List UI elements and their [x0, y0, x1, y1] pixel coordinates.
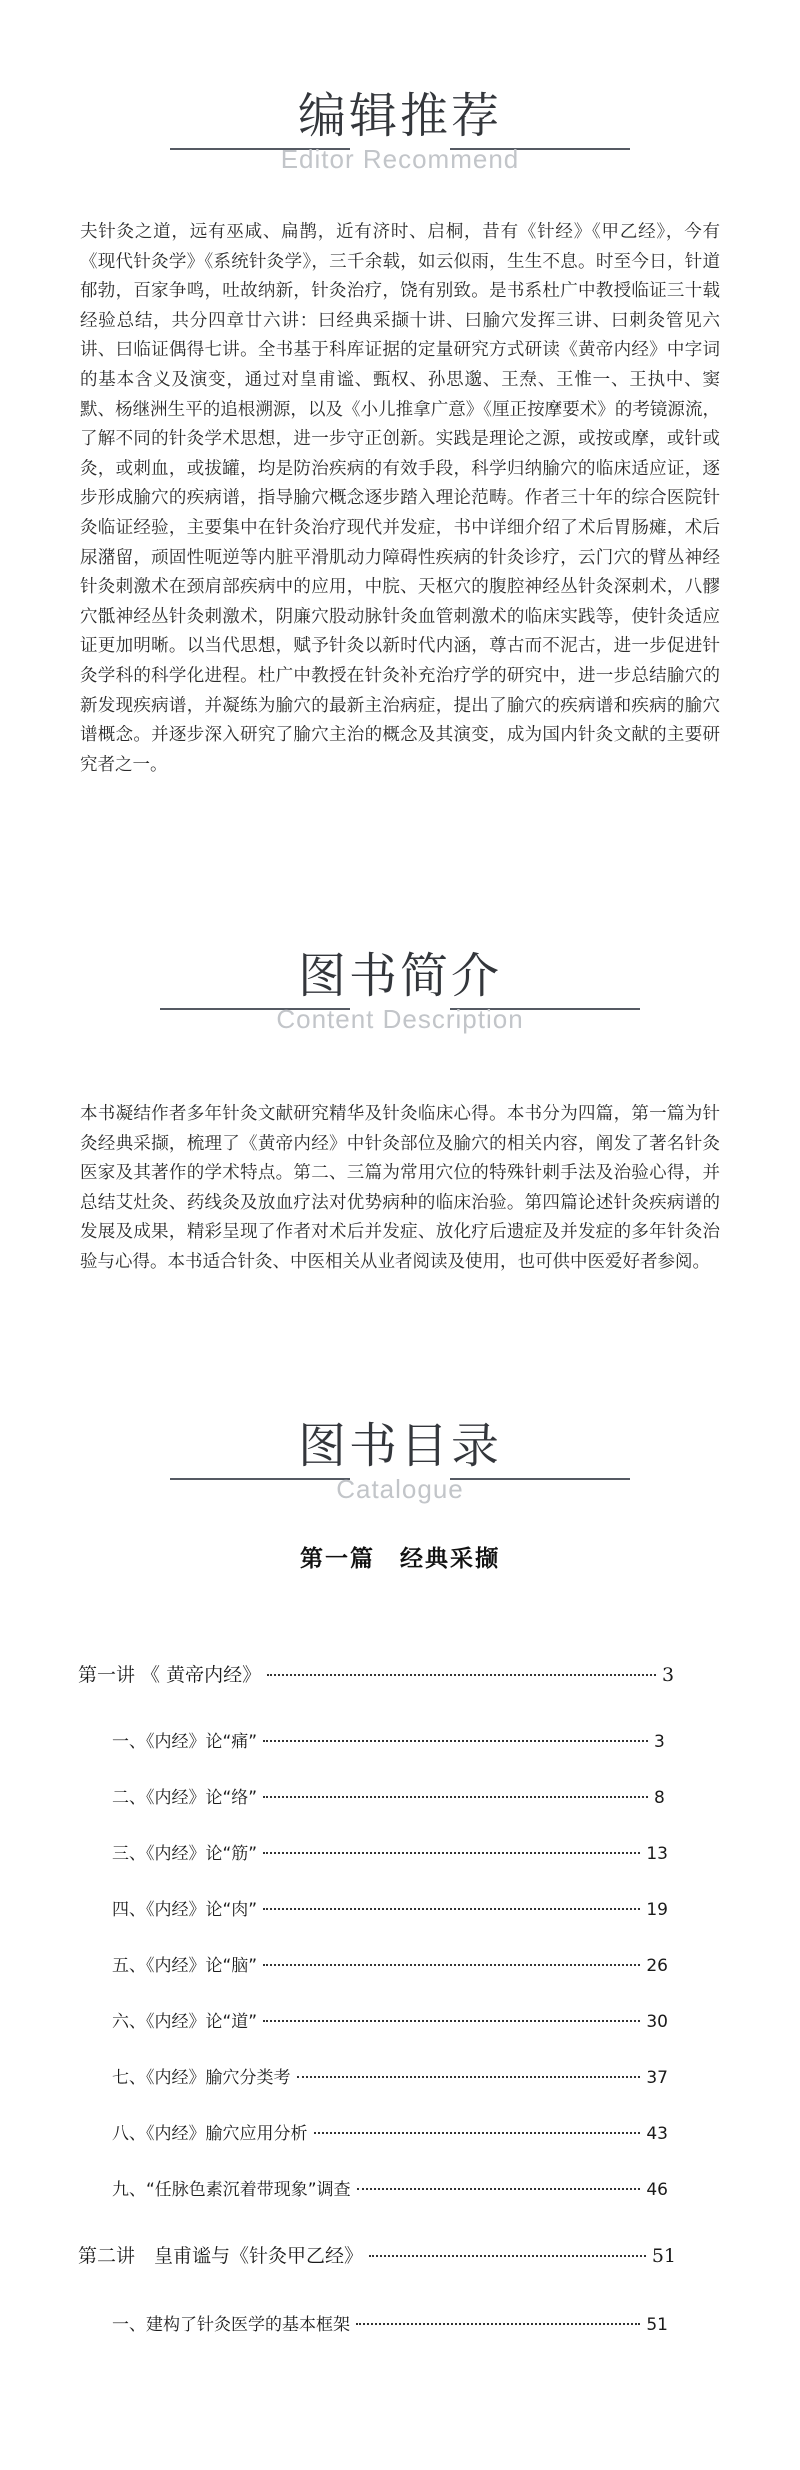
toc-item[interactable]: [112, 1783, 668, 1808]
toc-page-number: 3: [662, 1664, 675, 1686]
toc-leader-dots: [263, 1963, 640, 1966]
toc-page-number: 30: [646, 2012, 668, 2032]
toc-leader-dots: [263, 1739, 648, 1742]
toc-page-number: 46: [646, 2180, 668, 2200]
toc-lecture-label: 第二讲 皇甫谧与《针灸甲乙经》: [78, 2245, 364, 2267]
toc-item-label: 八、《内经》腧穴应用分析: [112, 2124, 308, 2144]
toc-item-label: 五、《内经》论“脑”: [112, 1956, 258, 1976]
toc-page-number: 8: [654, 1788, 665, 1808]
toc-page-number: 37: [646, 2068, 668, 2088]
toc-leader-dots: [314, 2131, 641, 2134]
catalogue-subtitle: Catalogue: [336, 1474, 464, 1504]
toc-item-label: 三、《内经》论“筋”: [112, 1844, 258, 1864]
toc-page-number: 43: [646, 2124, 668, 2144]
toc-item[interactable]: [112, 2175, 668, 2200]
toc-item-label: 二、《内经》论“络”: [112, 1788, 258, 1808]
editor-recommend-subtitle: Editor Recommend: [280, 144, 520, 174]
toc-leader-dots: [263, 1795, 648, 1798]
toc-item[interactable]: [112, 2310, 668, 2335]
toc-leader-dots: [369, 2254, 646, 2257]
content-description-header: [0, 940, 800, 1034]
toc-leader-dots: [297, 2075, 641, 2078]
toc-leader-dots: [263, 1907, 640, 1910]
toc-item-label: 九、“任脉色素沉着带现象”调查: [112, 2180, 351, 2200]
toc-lecture-1[interactable]: [78, 1660, 676, 1687]
content-description-text: 本书凝结作者多年针灸文献研究精华及针灸临床心得。本书分为四篇，第一篇为针灸经典采撷，梳理了《黄帝内经》中针灸部位及腧穴的相关内容，阐发了著名针灸医家及其著作的学术特点。第二、三篇为常用穴位的特殊针刺手法及治验心得，并总结艾灶灸、药线灸及放血疗法对优势病种的临床治验。第四篇论述针灸疾病谱的发展及成果，精彩呈现了作者对术后并发症、放化疗后遗症及并发症的多年针灸治验与心得。本书适合针灸、中医相关从业者阅读及使用，也可供中医爱好者参阅。: [80, 1104, 720, 1272]
toc-lecture-2[interactable]: [78, 2241, 676, 2268]
toc-item[interactable]: [112, 1727, 668, 1752]
toc-item[interactable]: [112, 2119, 668, 2144]
toc-item[interactable]: [112, 1839, 668, 1864]
part-one-title: 第一篇 经典采撷: [300, 1545, 500, 1572]
editor-recommend-title: 编辑推荐: [297, 88, 502, 144]
toc-item[interactable]: [112, 1895, 668, 1920]
toc-item-label: 一、《内经》论“痛”: [112, 1732, 258, 1752]
toc-item[interactable]: [112, 1951, 668, 1976]
toc-item-label: 四、《内经》论“肉”: [112, 1900, 258, 1920]
editor-recommend-header: [0, 80, 800, 174]
toc-leader-dots: [357, 2187, 641, 2190]
toc-page-number: 51: [651, 2245, 676, 2267]
toc-item-label: 六、《内经》论“道”: [112, 2012, 258, 2032]
toc-item-label: 七、《内经》腧穴分类考: [112, 2068, 291, 2088]
toc-item[interactable]: [112, 2007, 668, 2032]
toc-leader-dots: [267, 1673, 656, 1676]
toc-leader-dots: [263, 1851, 640, 1854]
catalogue-title: 图书目录: [297, 1418, 502, 1474]
content-description-subtitle: Content Description: [276, 1004, 524, 1034]
toc-page-number: 19: [646, 1900, 668, 1920]
toc-leader-dots: [356, 2322, 640, 2325]
toc-page-number: 13: [646, 1844, 668, 1864]
content-description-title: 图书简介: [297, 948, 502, 1004]
toc-item-label: 一、建构了针灸医学的基本框架: [112, 2315, 350, 2335]
toc-page-number: 26: [646, 1956, 668, 1976]
catalogue-header: [0, 1410, 800, 1504]
toc-page-number: 3: [654, 1732, 665, 1752]
toc-lecture-label: 第一讲 《 黄帝内经》: [78, 1664, 262, 1686]
toc-item[interactable]: [112, 2063, 668, 2088]
toc-leader-dots: [263, 2019, 640, 2022]
toc-page-number: 51: [646, 2315, 668, 2335]
editor-recommend-text: 夫针灸之道，远有巫咸、扁鹊，近有济时、启桐，昔有《针经》《甲乙经》，今有《现代针灸学》《系统针灸学》，三千余载，如云似雨，生生不息。时至今日，针道郁勃，百家争鸣，吐故纳新，针灸治疗，饶有别致。是书系杜广中教授临证三十载经验总结，共分四章廿六讲：曰经典采撷十讲、曰腧穴发挥三讲、曰刺灸管见六讲、曰临证偶得七讲。全书基于科库证据的定量研究方式研读《黄帝内经》中字词的基本含义及演变，通过对皇甫谧、甄权、孙思邈、王焘、王惟一、王执中、窦默、杨继洲生平的追根溯源，以及《小儿推拿广意》《厘正按摩要术》的考镜源流，了解不同的针灸学术思想，进一步守正创新。实践是理论之源，或按或摩，或针或灸，或刺血，或拔罐，均是防治疾病的有效手段，科学归纳腧穴的临床适应证，逐步形成腧穴的疾病谱，指导腧穴概念逐步踏入理论范畴。作者三十年的综合医院针灸临证经验，主要集中在针灸治疗现代并发症，书中详细介绍了术后胃肠瘫，术后尿潴留，顽固性呃逆等内脏平滑肌动力障碍性疾病的针灸诊疗，云门穴的臂丛神经针灸刺激术在颈肩部疾病中的应用，中脘、天枢穴的腹腔神经丛针灸深刺术，八髎穴骶神经丛针灸刺激术，阴廉穴股动脉针灸血管刺激术的临床实践等，使针灸适应证更加明晰。以当代思想，赋予针灸以新时代内涵，尊古而不泥古，进一步促进针灸学科的科学化进程。杜广中教授在针灸补充治疗学的研究中，进一步总结腧穴的新发现疾病谱，并凝练为腧穴的最新主治病症，提出了腧穴的疾病谱和疾病的腧穴谱概念。并逐步深入研究了腧穴主治的概念及其演变，成为国内针灸文献的主要研究者之一。: [80, 222, 720, 775]
